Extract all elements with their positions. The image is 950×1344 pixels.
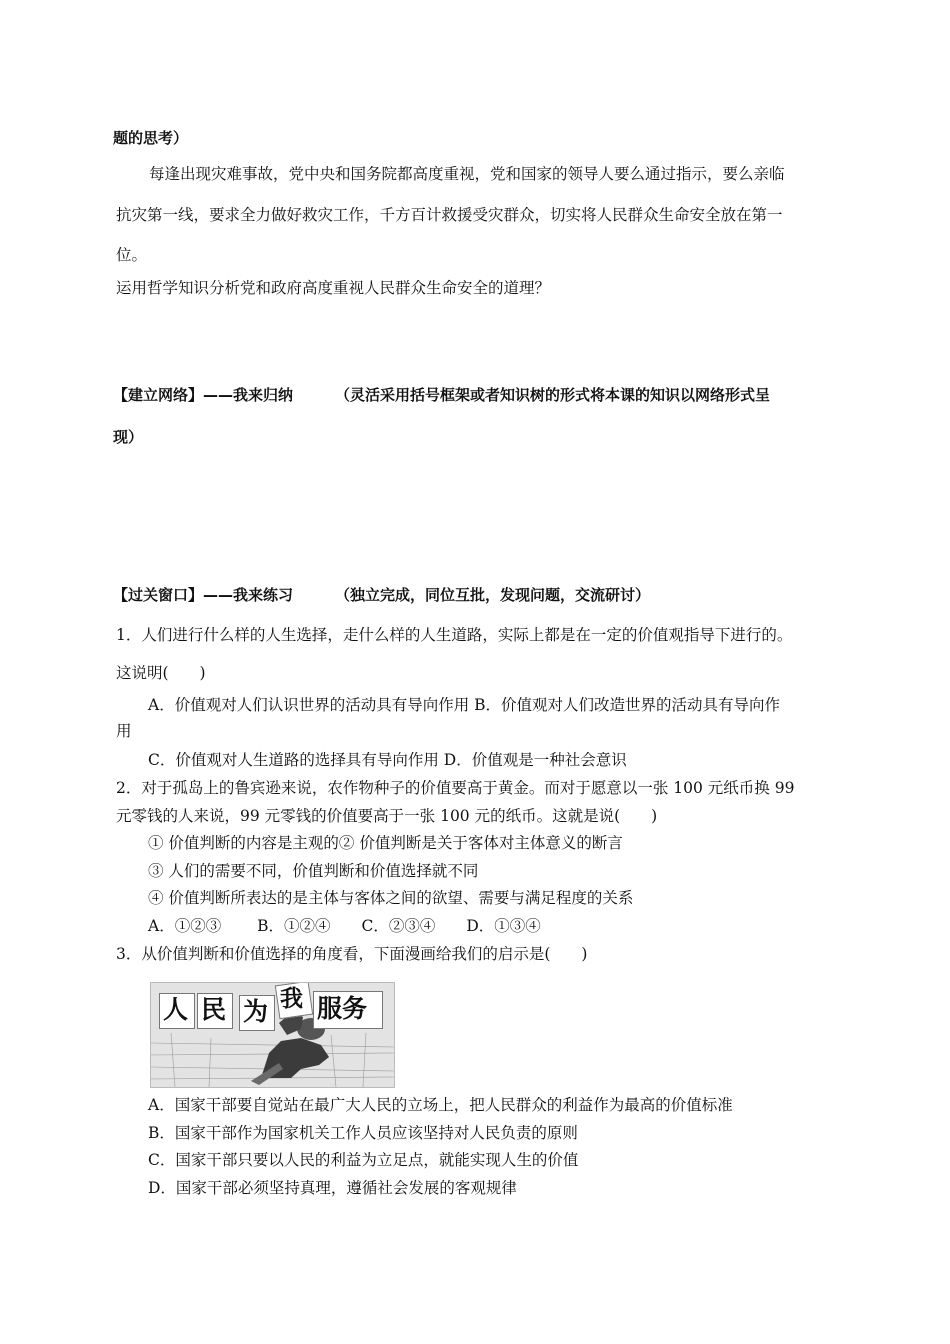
q2-statement-3: ③ 人们的需要不同，价值判断和价值选择就不同 xyxy=(148,862,479,880)
network-note: （灵活采用括号框架或者知识树的形式将本课的知识以网络形式呈 xyxy=(335,386,771,404)
q1-stem: 1．人们进行什么样的人生选择，走什么样的人生道路，实际上都是在一定的价值观指导下进行的。 xyxy=(116,626,793,644)
q1-options-cd: C．价值观对人生道路的选择具有导向作用 D．价值观是一种社会意识 xyxy=(148,751,627,769)
paragraph-line: 每逢出现灾难事故，党中央和国务院都高度重视，党和国家的领导人要么通过指示，要么亲临 xyxy=(149,165,785,183)
q2-stem: 2．对于孤岛上的鲁宾逊来说，农作物种子的价值要高于黄金。而对于愿意以一张 100 元纸币换 99 xyxy=(116,779,795,797)
q2-options: A．①②③ B．①②④ C．②③④ D．①③④ xyxy=(148,917,541,935)
reflection-title-tail: 题的思考） xyxy=(113,129,189,147)
q2-stem-cont: 元零钱的人来说，99 元零钱的价值要高于一张 100 元的纸币。这就是说( ) xyxy=(116,807,658,825)
network-heading: 【建立网络】——我来归纳 xyxy=(113,386,294,404)
reflection-question: 运用哲学知识分析党和政府高度重视人民群众生命安全的道理？ xyxy=(116,279,551,297)
practice-note: （独立完成，同位互批，发现问题，交流研讨） xyxy=(335,586,651,604)
cartoon-word-min: 民 xyxy=(201,995,227,1024)
q1-options-ab-cont: 用 xyxy=(116,722,132,740)
q3-option-c: C．国家干部只要以人民的利益为立足点，就能实现人生的价值 xyxy=(148,1151,579,1169)
paragraph-line: 位。 xyxy=(116,246,148,264)
cartoon-word-wo: 我 xyxy=(280,985,303,1012)
q3-option-d: D．国家干部必须坚持真理，遵循社会发展的客观规律 xyxy=(148,1179,517,1197)
cartoon-word-fuwu: 服务 xyxy=(317,994,368,1023)
cartoon-word-wei: 为 xyxy=(243,997,269,1026)
cartoon-word-ren: 人 xyxy=(163,995,189,1024)
paragraph-line: 抗灾第一线，要求全力做好救灾工作，千方百计救援受灾群众，切实将人民群众生命安全放在第一 xyxy=(116,206,783,224)
q3-option-a: A．国家干部要自觉站在最广大人民的立场上，把人民群众的利益作为最高的价值标准 xyxy=(148,1096,733,1114)
q1-stem-cont: 这说明( ) xyxy=(116,664,206,682)
cartoon-image xyxy=(150,982,395,1088)
network-note-cont: 现） xyxy=(113,428,144,446)
q3-option-b: B．国家干部作为国家机关工作人员应该坚持对人民负责的原则 xyxy=(148,1124,578,1142)
practice-heading: 【过关窗口】——我来练习 xyxy=(113,586,294,604)
q2-statements-12: ① 价值判断的内容是主观的② 价值判断是关于客体对主体意义的断言 xyxy=(148,834,623,852)
q3-stem: 3．从价值判断和价值选择的角度看，下面漫画给我们的启示是( ) xyxy=(116,945,588,963)
q2-statement-4: ④ 价值判断所表达的是主体与客体之间的欲望、需要与满足程度的关系 xyxy=(148,889,634,907)
q1-options-ab: A．价值观对人们认识世界的活动具有导向作用 B．价值观对人们改造世界的活动具有导向作 xyxy=(148,696,781,714)
